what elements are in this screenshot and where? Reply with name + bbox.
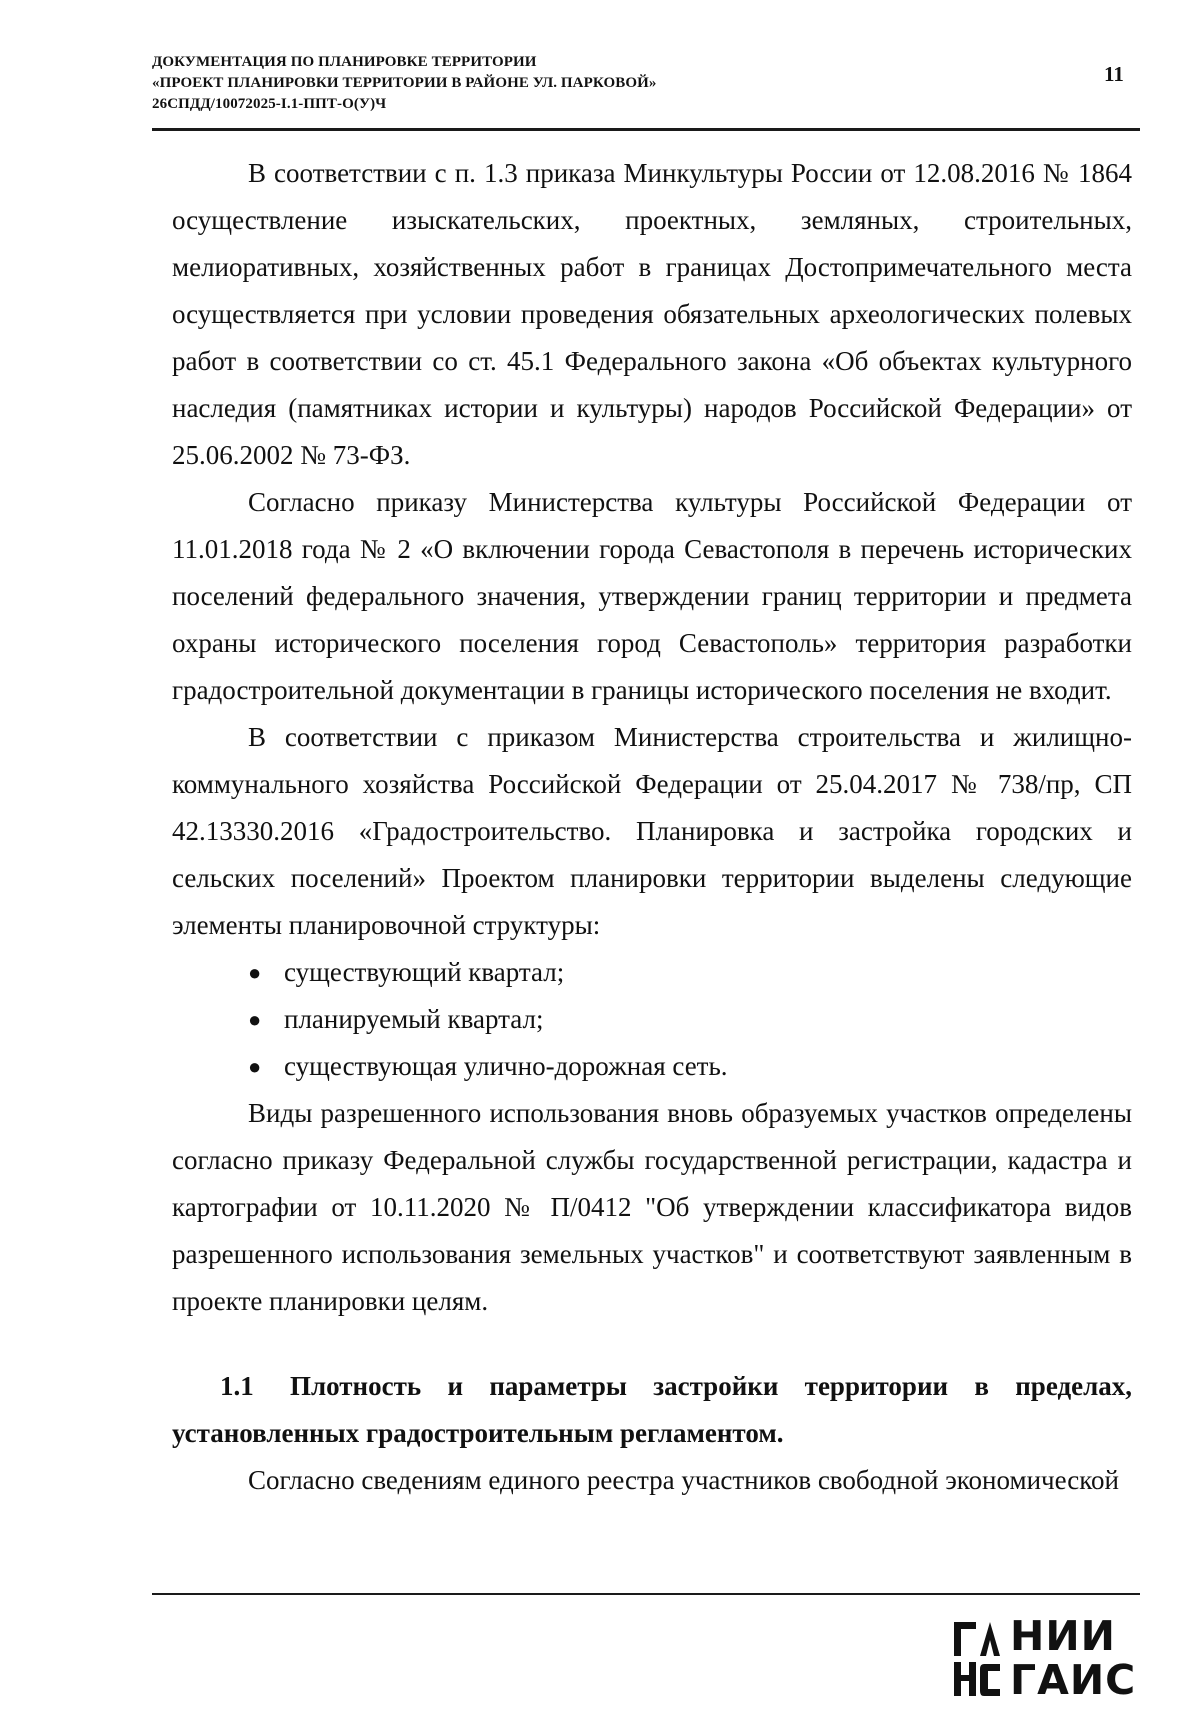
paragraph-2: Согласно приказу Министерства культуры Российской Федерации от 11.01.2018 года № 2 «О включении города Севастополя в перечень исторических поселений федерального значения, утверждении границ территории и предмета охраны исторического поселения город Севастополь» территория разработки градостроительной документации в границы исторического поселения не входит. [172, 487, 1132, 705]
bullet-icon: ● [248, 1007, 262, 1032]
list-item [248, 949, 1132, 996]
header-line-2: «ПРОЕКТ ПЛАНИРОВКИ ТЕРРИТОРИИ В РАЙОНЕ УЛ. ПАРКОВОЙ» [152, 75, 657, 91]
header-line-3: 26СПДД/10072025-I.1-ППТ-О(У)Ч [152, 96, 387, 112]
section-number: 1.1 [220, 1371, 254, 1401]
document-header [152, 52, 1052, 115]
paragraph-3: В соответствии с приказом Министерства строительства и жилищно-коммунального хозяйства Российской Федерации от 25.04.2017 № 738/пр, СП 42.13330.2016 «Градостроительство. Планировка и застройка городских и сельских поселений» Проектом планировки территории выделены следующие элементы планировочной структуры: [172, 722, 1132, 940]
logo-mark-icon [952, 1620, 1004, 1700]
list-item-text: существующий квартал; [284, 957, 565, 987]
bullet-icon: ● [248, 960, 262, 985]
logo-line-2: ГАИС [1010, 1656, 1137, 1704]
bullet-icon: ● [248, 1054, 262, 1079]
document-body [172, 150, 1132, 1504]
paragraph-5: Согласно сведениям единого реестра участников свободной экономической [248, 1465, 1119, 1495]
list-item-text: существующая улично-дорожная сеть. [284, 1051, 728, 1081]
header-divider [152, 128, 1140, 131]
list-item-text: планируемый квартал; [284, 1004, 544, 1034]
section-heading [172, 1363, 1132, 1457]
list-item [248, 1043, 1132, 1090]
logo-wordmark [1010, 1614, 1136, 1702]
paragraph-1: В соответствии с п. 1.3 приказа Минкультуры России от 12.08.2016 № 1864 осуществление изыскательских, проектных, земляных, строительных, мелиоративных, хозяйственных работ в границах Достопримечательного места осуществляется при условии проведения обязательных археологических полевых работ в соответствии со ст. 45.1 Федерального закона «Об объектах культурного наследия (памятниках истории и культуры) народов Российской Федерации» от 25.06.2002 № 73-ФЗ. [172, 158, 1132, 470]
section-title: Плотность и параметры застройки территории в пределах, установленных градостроительным регламентом. [172, 1371, 1132, 1448]
planning-elements-list [172, 949, 1132, 1090]
company-logo [952, 1612, 1142, 1708]
footer-divider [152, 1593, 1140, 1595]
logo-line-1: НИИ [1010, 1612, 1116, 1660]
header-line-1: ДОКУМЕНТАЦИЯ ПО ПЛАНИРОВКЕ ТЕРРИТОРИИ [152, 54, 537, 70]
page-number: 11 [1104, 62, 1124, 86]
list-item [248, 996, 1132, 1043]
paragraph-4: Виды разрешенного использования вновь образуемых участков определены согласно приказу Федеральной службы государственной регистрации, кадастра и картографии от 10.11.2020 № П/0412 "Об утверждении классификатора видов разрешенного использования земельных участков" и соответствуют заявленным в проекте планировки целям. [172, 1098, 1132, 1316]
